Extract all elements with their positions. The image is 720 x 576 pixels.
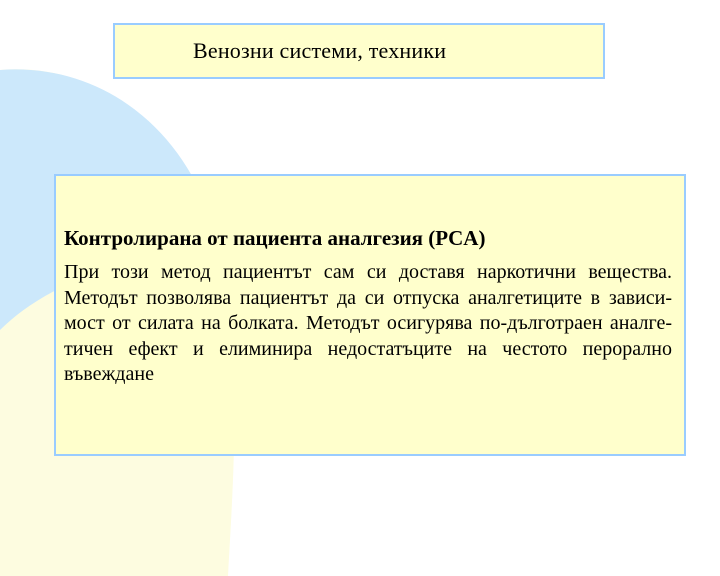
title-box <box>113 23 605 79</box>
content-heading: Контролирана от пациента аналгезия (PCA) <box>64 226 486 250</box>
content-box <box>54 174 686 456</box>
content-paragraph: При този метод пациентът сам си доставя наркотични вещества. Методът позволява пациентът да си отпуска аналгетиците в зависи-мост от силата на болката. Методът осигурява по-дълготраен аналге-тичен ефект и елиминира недостатъците на честото перорално въвеждане <box>64 261 672 385</box>
slide-title: Венозни системи, техники <box>193 38 447 63</box>
